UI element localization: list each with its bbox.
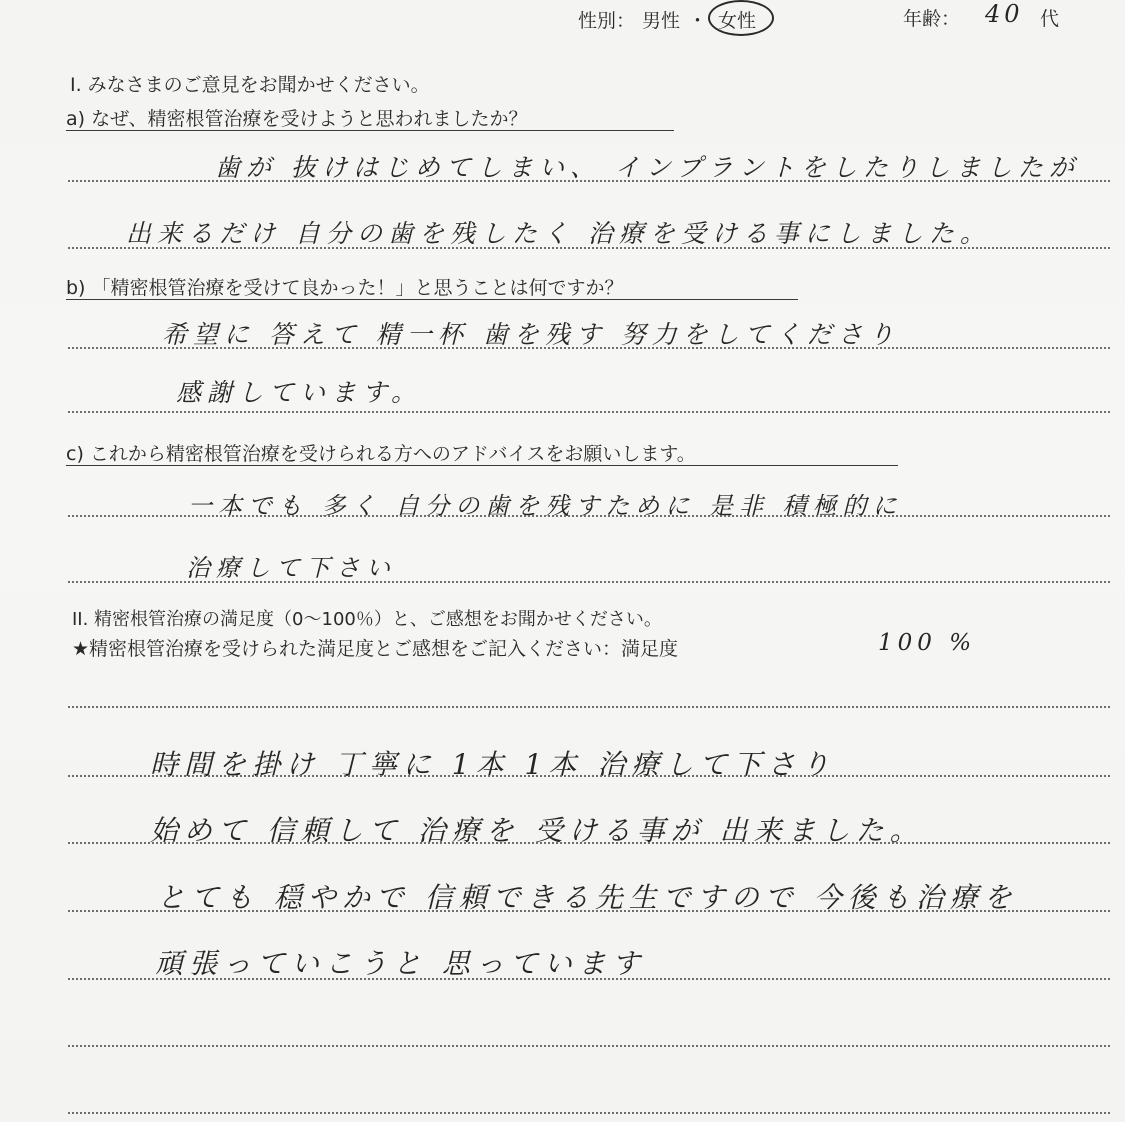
question-b-underline [66, 299, 798, 300]
answer-line [68, 706, 1110, 708]
gender-female-circle [708, 0, 774, 36]
answer-line [68, 910, 1110, 912]
question-c: c) これから精密根管治療を受けられる方へのアドバイスをお願いします。 [66, 443, 696, 465]
comment-line-3: とても 穏やかで 信頼できる先生ですので 今後も治療を [157, 881, 1018, 914]
question-c-underline [66, 465, 898, 466]
gender-male: 男性 [642, 10, 681, 32]
satisfaction-value: 100 % [878, 630, 977, 656]
satisfaction-prompt: ★精密根管治療を受けられた満足度とご感想をご記入ください：満足度 [72, 638, 679, 660]
age-value: 40 [985, 0, 1024, 28]
answer-line [68, 775, 1110, 777]
answer-line [68, 180, 1110, 182]
age-unit: 代 [1040, 8, 1060, 30]
answer-c-line-2: 治療して下さい [186, 554, 396, 582]
answer-line [68, 581, 1110, 583]
age-label: 年齢： [903, 8, 961, 30]
answer-line [68, 247, 1110, 249]
answer-line [68, 978, 1110, 980]
answer-c-line-1: 一本でも 多く 自分の歯を残すために 是非 積極的に [188, 492, 903, 520]
question-a: a) なぜ、精密根管治療を受けようと思われましたか？ [66, 108, 528, 130]
comment-line-1: 時間を掛け 丁寧に 1本 1本 治療して下さり [150, 748, 836, 781]
answer-line [68, 1112, 1110, 1114]
answer-line [68, 411, 1110, 413]
comment-line-4: 頑張っていこうと 思っています [155, 947, 646, 980]
section1-title: I. みなさまのご意見をお聞かせください。 [70, 74, 430, 96]
question-b: b) 「精密根管治療を受けて良かった！」と思うことは何ですか？ [66, 277, 624, 299]
answer-line [68, 1045, 1110, 1047]
answer-line [68, 515, 1110, 517]
answer-line [68, 347, 1110, 349]
answer-a-line-1: 歯が 抜けはじめてしまい、 インプラントをしたりしましたが [215, 153, 1080, 182]
answer-b-line-2: 感謝しています。 [176, 378, 423, 407]
gender-label: 性別： [578, 10, 636, 32]
answer-line [68, 842, 1110, 844]
question-a-underline [66, 130, 674, 131]
answer-b-line-1: 希望に 答えて 精一杯 歯を残す 努力をしてくださり [162, 320, 900, 349]
gender-separator: ・ [688, 10, 708, 32]
comment-line-2: 始めて 信頼して 治療を 受ける事が 出来ました。 [150, 814, 924, 847]
section2-title: II. 精密根管治療の満足度（0～100％）と、ご感想をお聞かせください。 [72, 609, 662, 630]
gender-female: 女性 [718, 10, 757, 32]
answer-a-line-2: 出来るだけ 自分の歯を残したく 治療を受ける事にしました。 [126, 219, 991, 248]
